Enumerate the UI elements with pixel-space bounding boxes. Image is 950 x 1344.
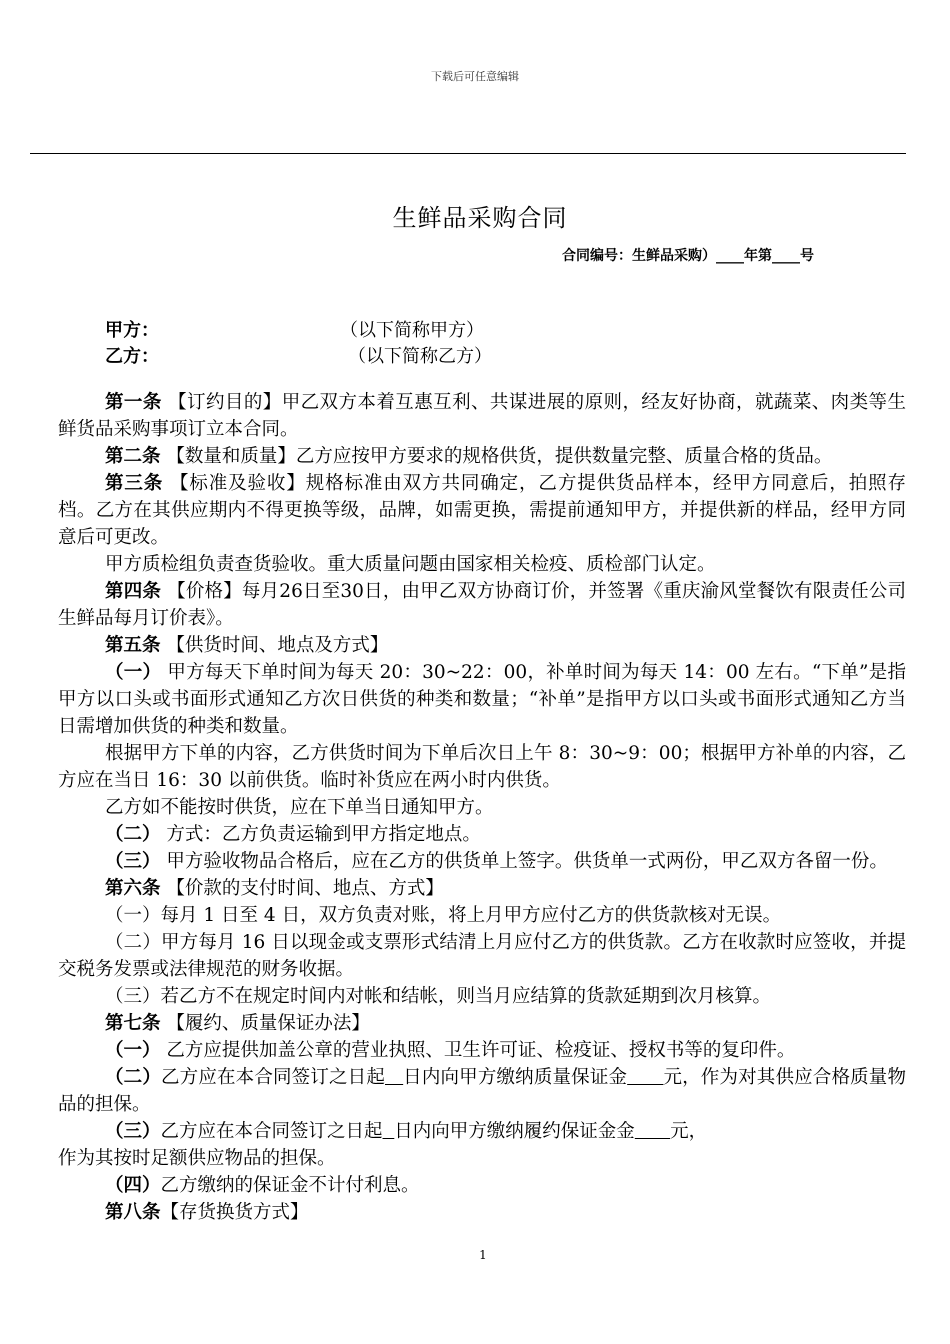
header-note: 下载后可任意编辑 <box>431 70 519 83</box>
clause-text: 【标准及验收】规格标准由双方共同确定，乙方提供货品样本，经甲方同意后，拍照存档。乙方在其供应期内不得更换等级，品牌，如需更换，需提前通知甲方，并提供新的样品，经甲方同意后可更改。 <box>58 473 906 548</box>
clause-text: （一）每月 1 日至 4 日，双方负责对账，将上月甲方应付乙方的供货款核对无误。 <box>105 905 782 926</box>
contract-body <box>58 389 906 1226</box>
clause-text: 【价款的支付时间、地点、方式】 <box>166 878 444 899</box>
contract-paragraph <box>58 632 906 659</box>
blank-days-field <box>383 1121 395 1142</box>
contract-paragraph <box>58 1037 906 1064</box>
contract-paragraph <box>58 983 906 1010</box>
contract-paragraph <box>58 848 906 875</box>
clause-text: 甲方验收物品合格后，应在乙方的供货单上签字。供货单一式两份，甲乙双方各留一份。 <box>166 851 888 872</box>
clause-lead: 第四条 <box>105 581 162 602</box>
blank-amount-field <box>635 1121 670 1142</box>
contract-paragraph <box>58 659 906 740</box>
clause-text: 【数量和质量】乙方应按甲方要求的规格供货，提供数量完整、质量合格的货品。 <box>166 446 833 467</box>
contract-paragraph <box>58 875 906 902</box>
party-b-note: （以下简称乙方） <box>348 346 492 367</box>
clause-lead: 第七条 <box>105 1013 161 1034</box>
clause-text: 【订约目的】甲乙双方本着互惠互利、共谋进展的原则，经友好协商，就蔬菜、肉类等生鲜货品采购事项订立本合同。 <box>58 392 906 440</box>
clause-lead: 第六条 <box>105 878 161 899</box>
header-rule <box>30 153 906 154</box>
contract-paragraph <box>58 551 906 578</box>
clause-text: （三）若乙方不在规定时间内对帐和结帐，则当月应结算的货款延期到次月核算。 <box>105 986 772 1007</box>
clause-lead: 第三条 <box>105 473 164 494</box>
clause-lead: （二） <box>105 824 161 845</box>
clause-lead: （一） <box>105 662 162 683</box>
party-a-note: （以下简称甲方） <box>340 320 484 341</box>
clause-8: 第八条【存货换货方式】 <box>105 1202 309 1223</box>
clause-7-3-cont: 作为其按时足额供应物品的担保。 <box>58 1148 336 1169</box>
clause-text: 方式：乙方负责运输到甲方指定地点。 <box>166 824 481 845</box>
contract-paragraph <box>58 389 906 443</box>
contract-paragraph <box>58 740 906 794</box>
clause-text: 【供货时间、地点及方式】 <box>166 635 389 656</box>
clause-text: 【价格】每月26日至30日，由甲乙双方协商订价，并签署《重庆渝风堂餐饮有限责任公司生鲜品每月订价表》。 <box>58 581 906 629</box>
contract-paragraph <box>58 821 906 848</box>
document-title: 生鲜品采购合同 <box>392 204 568 232</box>
page-number: 1 <box>479 1248 487 1262</box>
blank-amount-field <box>627 1067 663 1088</box>
blank-days-field <box>385 1067 403 1088</box>
clause-7-4: （四）乙方缴纳的保证金不计付利息。 <box>105 1175 420 1196</box>
contract-number: 合同编号：生鲜品采购）____年第____号 <box>562 248 814 264</box>
clause-text: （二）甲方每月 16 日以现金或支票形式结清上月应付乙方的供货款。乙方在收款时应签收，并提交税务发票或法律规范的财务收据。 <box>58 932 906 980</box>
clause-lead: 第五条 <box>105 635 161 656</box>
clause-text: 乙方应提供加盖公章的营业执照、卫生许可证、检疫证、授权书等的复印件。 <box>166 1040 796 1061</box>
clause-7-2: （二）乙方应在本合同签订之日起 日内向甲方缴纳质量保证金 元，作为对其供应合格质量物品的担保。 <box>58 1067 906 1115</box>
paragraph-list <box>58 389 906 1064</box>
clause-text: 根据甲方下单的内容，乙方供货时间为下单后次日上午 8：30~9：00；根据甲方补单的内容，乙方应在当日 16：30 以前供货。临时补货应在两小时内供货。 <box>58 743 906 791</box>
clause-text: 甲方质检组负责查货验收。重大质量问题由国家相关检疫、质检部门认定。 <box>105 554 716 575</box>
contract-paragraph <box>58 794 906 821</box>
contract-paragraph <box>58 1010 906 1037</box>
clause-text: 【履约、质量保证办法】 <box>166 1013 370 1034</box>
party-b-label: 乙方： <box>105 346 159 367</box>
clause-lead: （三） <box>105 851 161 872</box>
clause-7-3: （三）乙方应在本合同签订之日起 日内向甲方缴纳履约保证金金 元， <box>105 1121 708 1142</box>
contract-paragraph <box>58 578 906 632</box>
contract-paragraph <box>58 443 906 470</box>
contract-paragraph <box>58 902 906 929</box>
party-a-label: 甲方： <box>105 320 159 341</box>
clause-lead: （一） <box>105 1040 161 1061</box>
contract-paragraph <box>58 470 906 551</box>
clause-lead: 第一条 <box>105 392 162 413</box>
clause-lead: 第二条 <box>105 446 161 467</box>
contract-paragraph <box>58 929 906 983</box>
clause-text: 乙方如不能按时供货，应在下单当日通知甲方。 <box>105 797 494 818</box>
clause-text: 甲方每天下单时间为每天 20：30~22：00，补单时间为每天 14：00 左右。“下单”是指甲方以口头或书面形式通知乙方次日供货的种类和数量；“补单”是指甲方以口头或书面形式通知乙方当日需增加供货的种类和数量。 <box>58 662 906 737</box>
